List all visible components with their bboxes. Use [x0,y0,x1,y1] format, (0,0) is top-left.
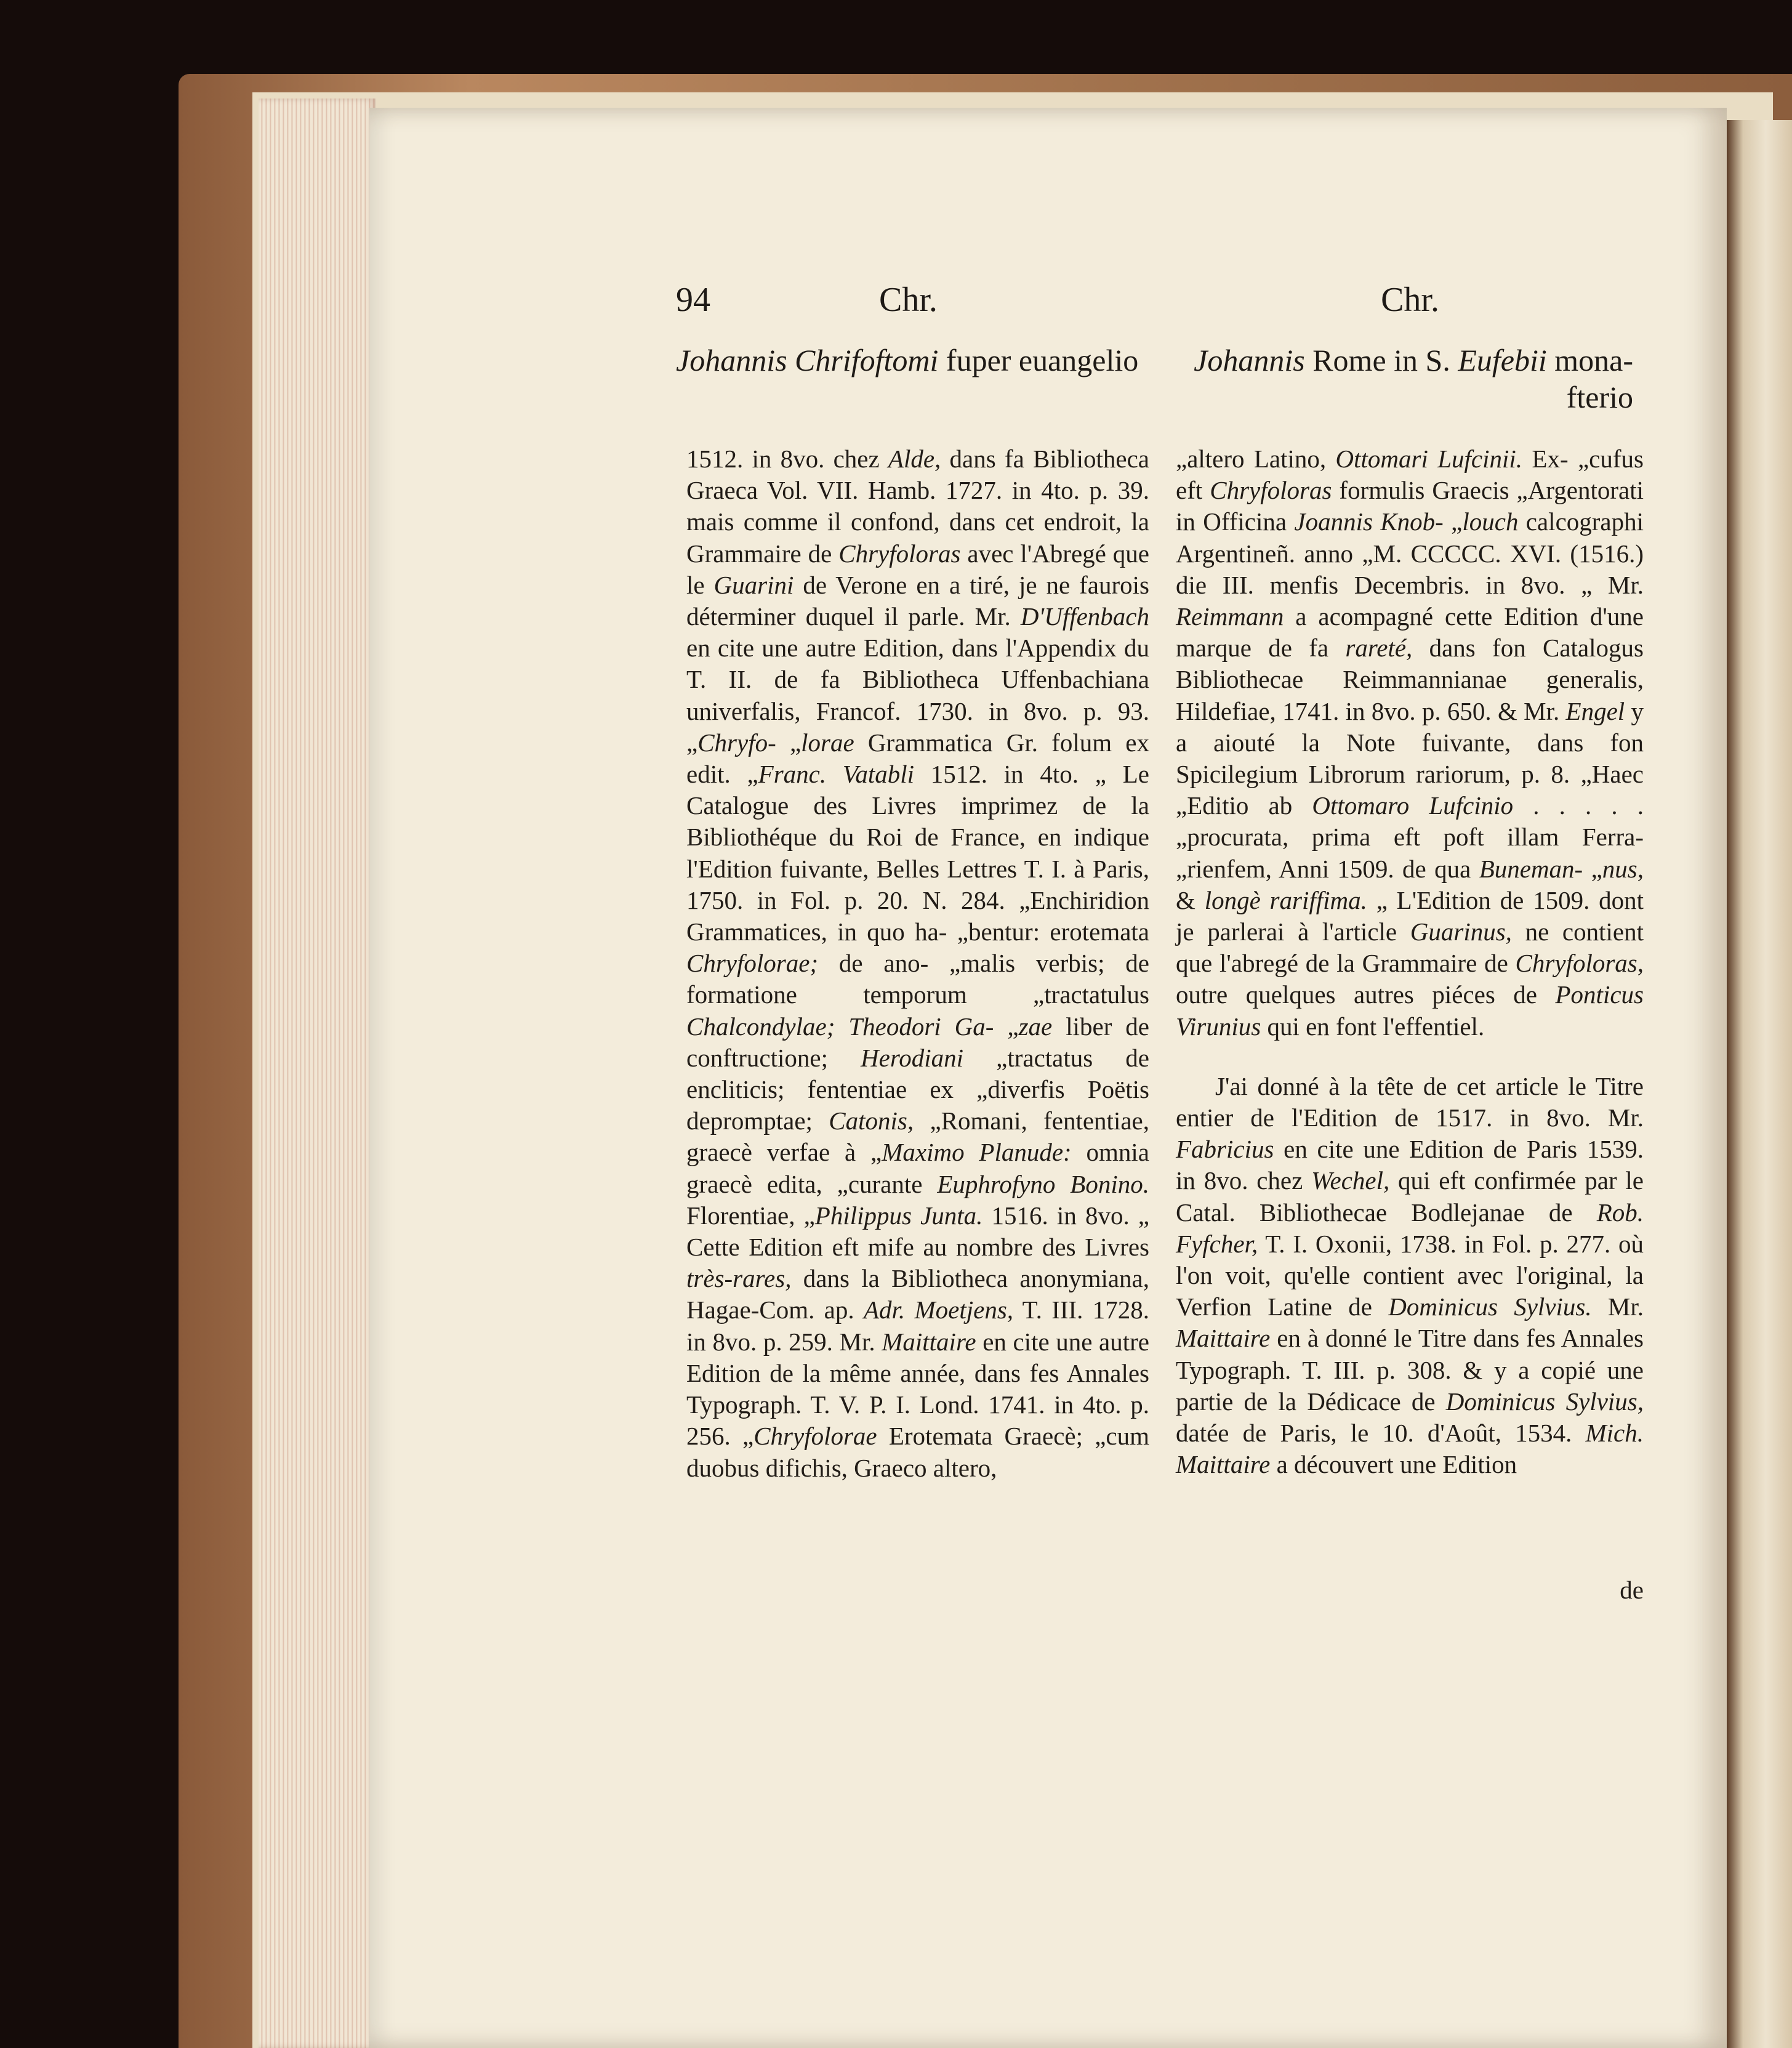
catchword: de [1620,1576,1644,1604]
page-number: 94 [676,281,710,319]
paragraph: J'ai donné à la tête de cet article le Titre entier de l'Edition de 1517. in 8vo. Mr. Fabricius en cite une Edition de Paris 1539. in 8vo. chez Wechel, qui eft confirmée par le Catal. Bibliothecae Bodlejanae de Rob. Fyfcher, T. I. Oxonii, 1738. in Fol. p. 277. où l'on voit, qu'elle contient avec l'original, la Verfion Latine de Dominicus Sylvius. Mr. Maittaire en à donné le Titre dans fes Annales Typograph. T. III. p. 308. & y a copié une partie de la Dédicace de Dominicus Sylvius, datée de Paris, le 10. d'Août, 1534. Mich. Maittaire a découvert une Edition [1176,1071,1644,1479]
page-edges [259,99,376,2048]
running-head-right: Chr. [1381,281,1439,319]
book-title-line [676,342,1633,416]
title-row [676,342,1633,379]
title-continuation: fterio [1566,380,1633,414]
running-head [676,280,1439,336]
right-page-edge [1727,120,1792,2048]
title-segment: Johannis Rome in S. Eufebii mona- [1194,343,1633,377]
running-head-left: Chr. [879,281,938,319]
text-column-left [686,443,1149,1484]
paragraph: 1512. in 8vo. chez Alde, dans fa Bibliotheca Graeca Vol. VII. Hamb. 1727. in 4to. p. 39. mais comme il confond, dans cet endroit, la Grammaire de Chryfoloras avec l'Abregé que le Guarini de Verone en a tiré, je ne faurois déterminer duquel il parle. Mr. D'Uffenbach en cite une autre Edition, dans l'Appendix du T. II. de fa Bibliotheca Uffenbachiana univerfalis, Francof. 1730. in 8vo. p. 93. „Chryfo- „lorae Grammatica Gr. folum ex edit. „Franc. Vatabli 1512. in 4to. „ Le Catalogue des Livres imprimez de la Bibliothéque du Roi de France, en indique l'Edition fuivante, Belles Lettres T. I. à Paris, 1750. in Fol. p. 20. N. 284. „Enchiridion Grammatices, in quo ha- „bentur: erotemata Chryfolorae; de ano- „malis verbis; de formatione temporum „tractatulus Chalcondylae; Theodori Ga- „zae liber de conftructione; Herodiani „tractatus de encliticis; fententiae ex „diverfis Poëtis depromptae; Catonis, „Romani, fententiae, graecè verfae à „Maximo Planude: omnia graecè edita, „curante Euphrofyno Bonino. Florentiae, „Philippus Junta. 1516. in 8vo. „ Cette Edition eft mife au nombre des Livres très-rares, dans la Bibliotheca anonymiana, Hagae-Com. ap. Adr. Moetjens, T. III. 1728. in 8vo. p. 259. Mr. Maittaire en cite une autre Edition de la même année, dans fes Annales Typograph. T. V. P. I. Lond. 1741. in 4to. p. 256. „Chryfolorae Erotemata Graecè; „cum duobus difichis, Graeco altero, [686,445,1150,1482]
text-column-right [1176,443,1644,1481]
title-segment: Johannis Chrifoftomi fuper euangelio [676,343,1139,377]
paragraph: „altero Latino, Ottomari Lufcinii. Ex- „cufus eft Chryfoloras formulis Graecis „Argentorati in Officina Joannis Knob- „louch calcographi Argentineñ. anno „M. CCCCC. XVI. (1516.) die III. menfis Decembris. in 8vo. „ Mr. Reimmann a acompagné cette Edition d'une marque de fa rareté, dans fon Catalogus Bibliothecae Reimmannianae generalis, Hildefiae, 1741. in 8vo. p. 650. & Mr. Engel y a aiouté la Note fuivante, dans fon Spicilegium Librorum rariorum, p. 8. „Haec „Editio ab Ottomaro Lufcinio . . . . . „procurata, prima eft poft illam Ferra- „rienfem, Anni 1509. de qua Buneman- „nus, & longè rariffima. „ L'Edition de 1509. dont je parlerai à l'article Guarinus, ne contient que l'abregé de la Grammaire de Chryfoloras, outre quelques autres piéces de Ponticus Virunius qui en font l'effentiel. [1176,445,1644,1041]
